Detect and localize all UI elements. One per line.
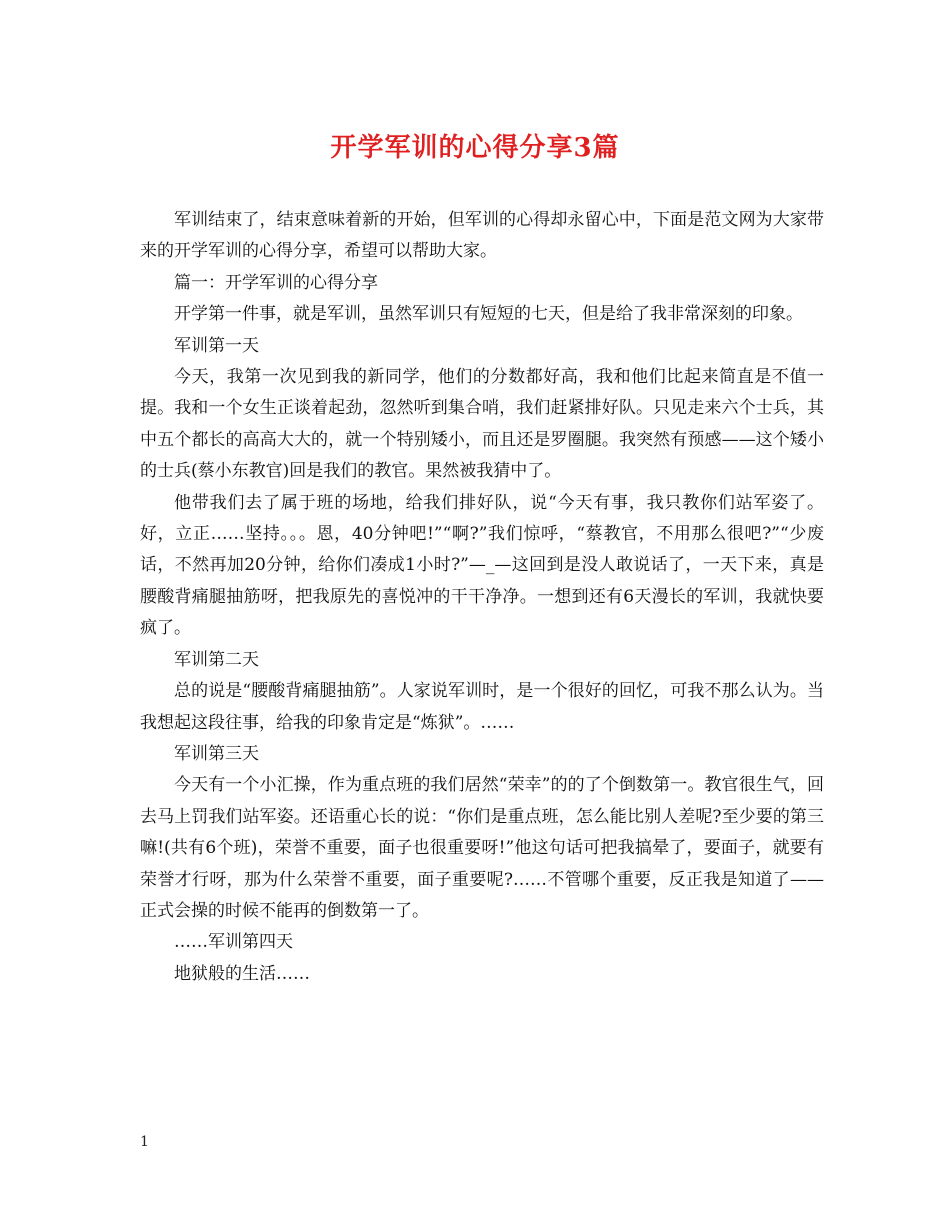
day-heading-1: 军训第一天: [174, 335, 259, 356]
paragraph-opening: 开学第一件事，就是军训，虽然军训只有短短的七天，但是给了我非常深刻的印象。: [174, 304, 803, 325]
paragraph-day-1-continued: 他带我们去了属于班的场地，给我们排好队，说“今天有事，我只教你们站军姿了。好，立正……坚持。。。恩，40分钟吧!”“啊?”我们惊呼，“蔡教官，不用那么很吧?”“少废话，不然再加20分钟，给你们凑成1小时?”—_—这回到是没人敢说话了，一天下来，真是腰酸背痛腿抽筋呀，把我原先的喜悦冲的干干净净。一想到还有6天漫长的军训，我就快要疯了。: [140, 492, 824, 639]
document-title: 开学军训的心得分享3篇: [330, 133, 620, 163]
paragraph-day-4: 地狱般的生活……: [174, 963, 310, 984]
day-heading-2: 军训第二天: [174, 649, 259, 670]
document-body: [140, 205, 824, 990]
day-heading-4: ……军训第四天: [174, 932, 293, 953]
paragraph-day-2: 总的说是“腰酸背痛腿抽筋”。人家说军训时，是一个很好的回忆，可我不那么认为。当我想起这段往事，给我的印象肯定是“炼狱”。……: [140, 681, 824, 733]
section-heading-part-one: 篇一：开学军训的心得分享: [174, 272, 378, 293]
paragraph-intro: 军训结束了，结束意味着新的开始，但军训的心得却永留心中，下面是范文网为大家带来的开学军训的心得分享，希望可以帮助大家。: [140, 210, 824, 262]
page-number: 1: [140, 1134, 149, 1150]
paragraph-day-1: 今天，我第一次见到我的新同学，他们的分数都好高，我和他们比起来简直是不值一提。我和一个女生正谈着起劲，忽然听到集合哨，我们赶紧排好队。只见走来六个士兵，其中五个都长的高高大大的，就一个特别矮小，而且还是罗圈腿。我突然有预感——这个矮小的士兵(蔡小东教官)回是我们的教官。果然被我猜中了。: [140, 367, 824, 482]
day-heading-3: 军训第三天: [174, 743, 259, 764]
paragraph-day-3: 今天有一个小汇操，作为重点班的我们居然“荣幸”的的了个倒数第一。教官很生气，回去马上罚我们站军姿。还语重心长的说：“你们是重点班，怎么能比别人差呢?至少要的第三嘛!(共有6个班)，荣誉不重要，面子也很重要呀!”他这句话可把我搞晕了，要面子，就要有荣誉才行呀，那为什么荣誉不重要，面子重要呢?……不管哪个重要，反正我是知道了——正式会操的时候不能再的倒数第一了。: [140, 775, 824, 921]
